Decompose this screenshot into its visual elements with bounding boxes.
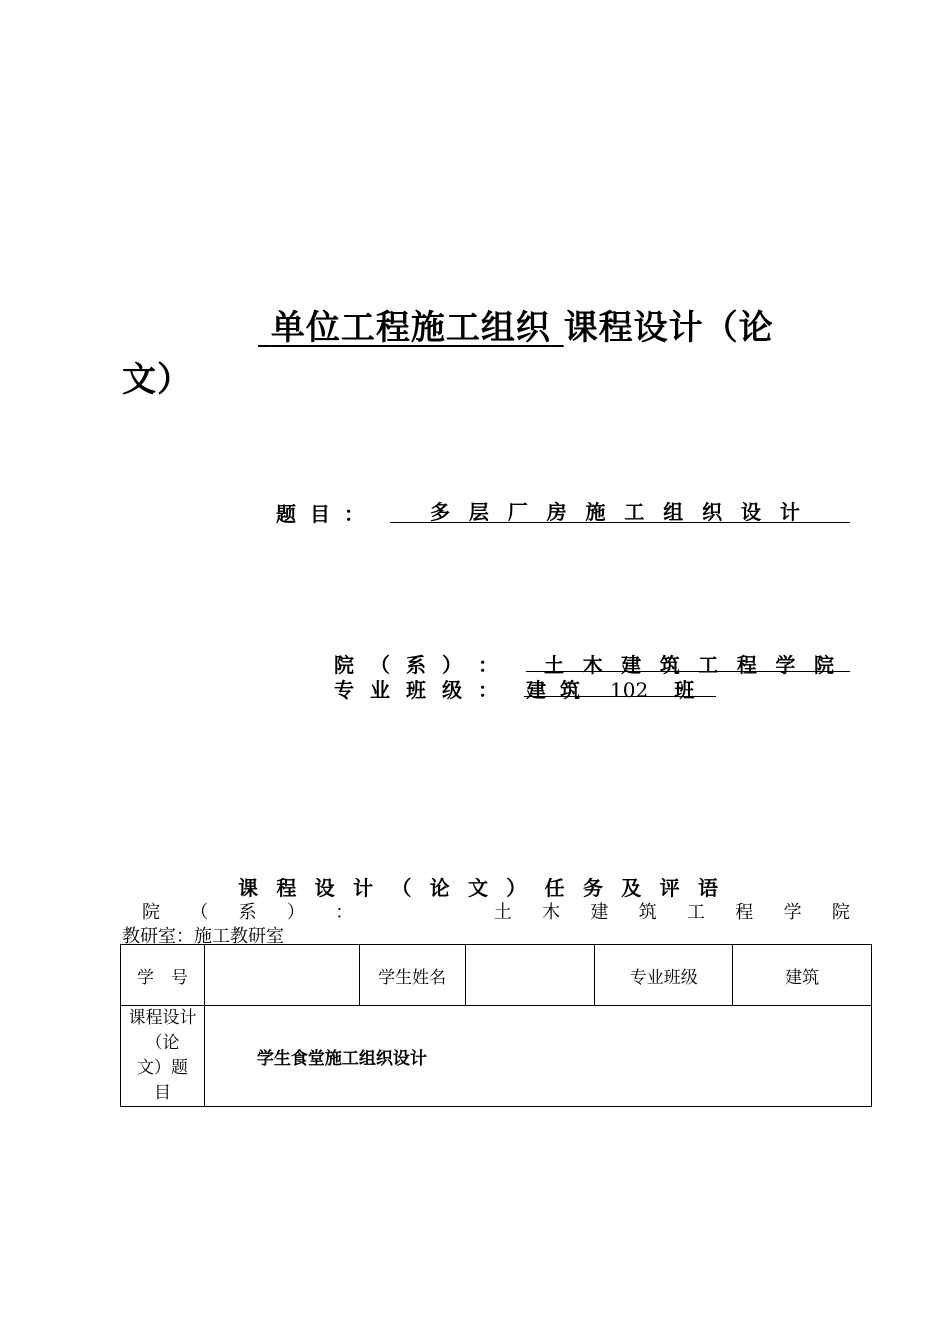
class-label: 专 业 班 级 ： [334, 678, 498, 702]
dept-value: 土 木 建 筑 工 程 学 院 [544, 653, 834, 677]
topic-label: 题 目 ： [276, 502, 364, 526]
task-sheet-title: 课 程 设 计 （ 论 文 ） 任 务 及 评 语 [238, 876, 718, 900]
student-name-label: 学生姓名 [359, 945, 465, 1006]
student-id-label: 学 号 [121, 945, 205, 1006]
cover-title-line2: 文） [122, 360, 192, 400]
dept-label: 院 （ 系 ） ： [334, 653, 498, 677]
cover-title-rest: 课程设计（论 [563, 308, 774, 348]
topic-label-cell: 课程设计 （论 文）题 目 [121, 1006, 205, 1107]
task-table [120, 944, 872, 1107]
topic-value: 多 层 厂 房 施 工 组 织 设 计 [430, 500, 800, 524]
topic-value-cell: 学生食堂施工组织设计 [204, 1006, 871, 1107]
student-name-value [465, 945, 595, 1006]
class-value: 建 筑 102 班 [526, 678, 695, 702]
task-dept-row: 院 （ 系 ） ： 土 木 建 筑 工 程 学 院 [142, 902, 850, 923]
major-class-label: 专业班级 [595, 945, 733, 1006]
major-class-value: 建筑 [733, 945, 872, 1006]
task-office: 教研室：施工教研室 [122, 926, 284, 947]
table-row [121, 1006, 872, 1107]
table-row [121, 945, 872, 1006]
cover-title-underlined: 单位工程施工组织 [270, 308, 551, 348]
student-id-value [204, 945, 359, 1006]
cover-title-line1 [258, 300, 774, 349]
